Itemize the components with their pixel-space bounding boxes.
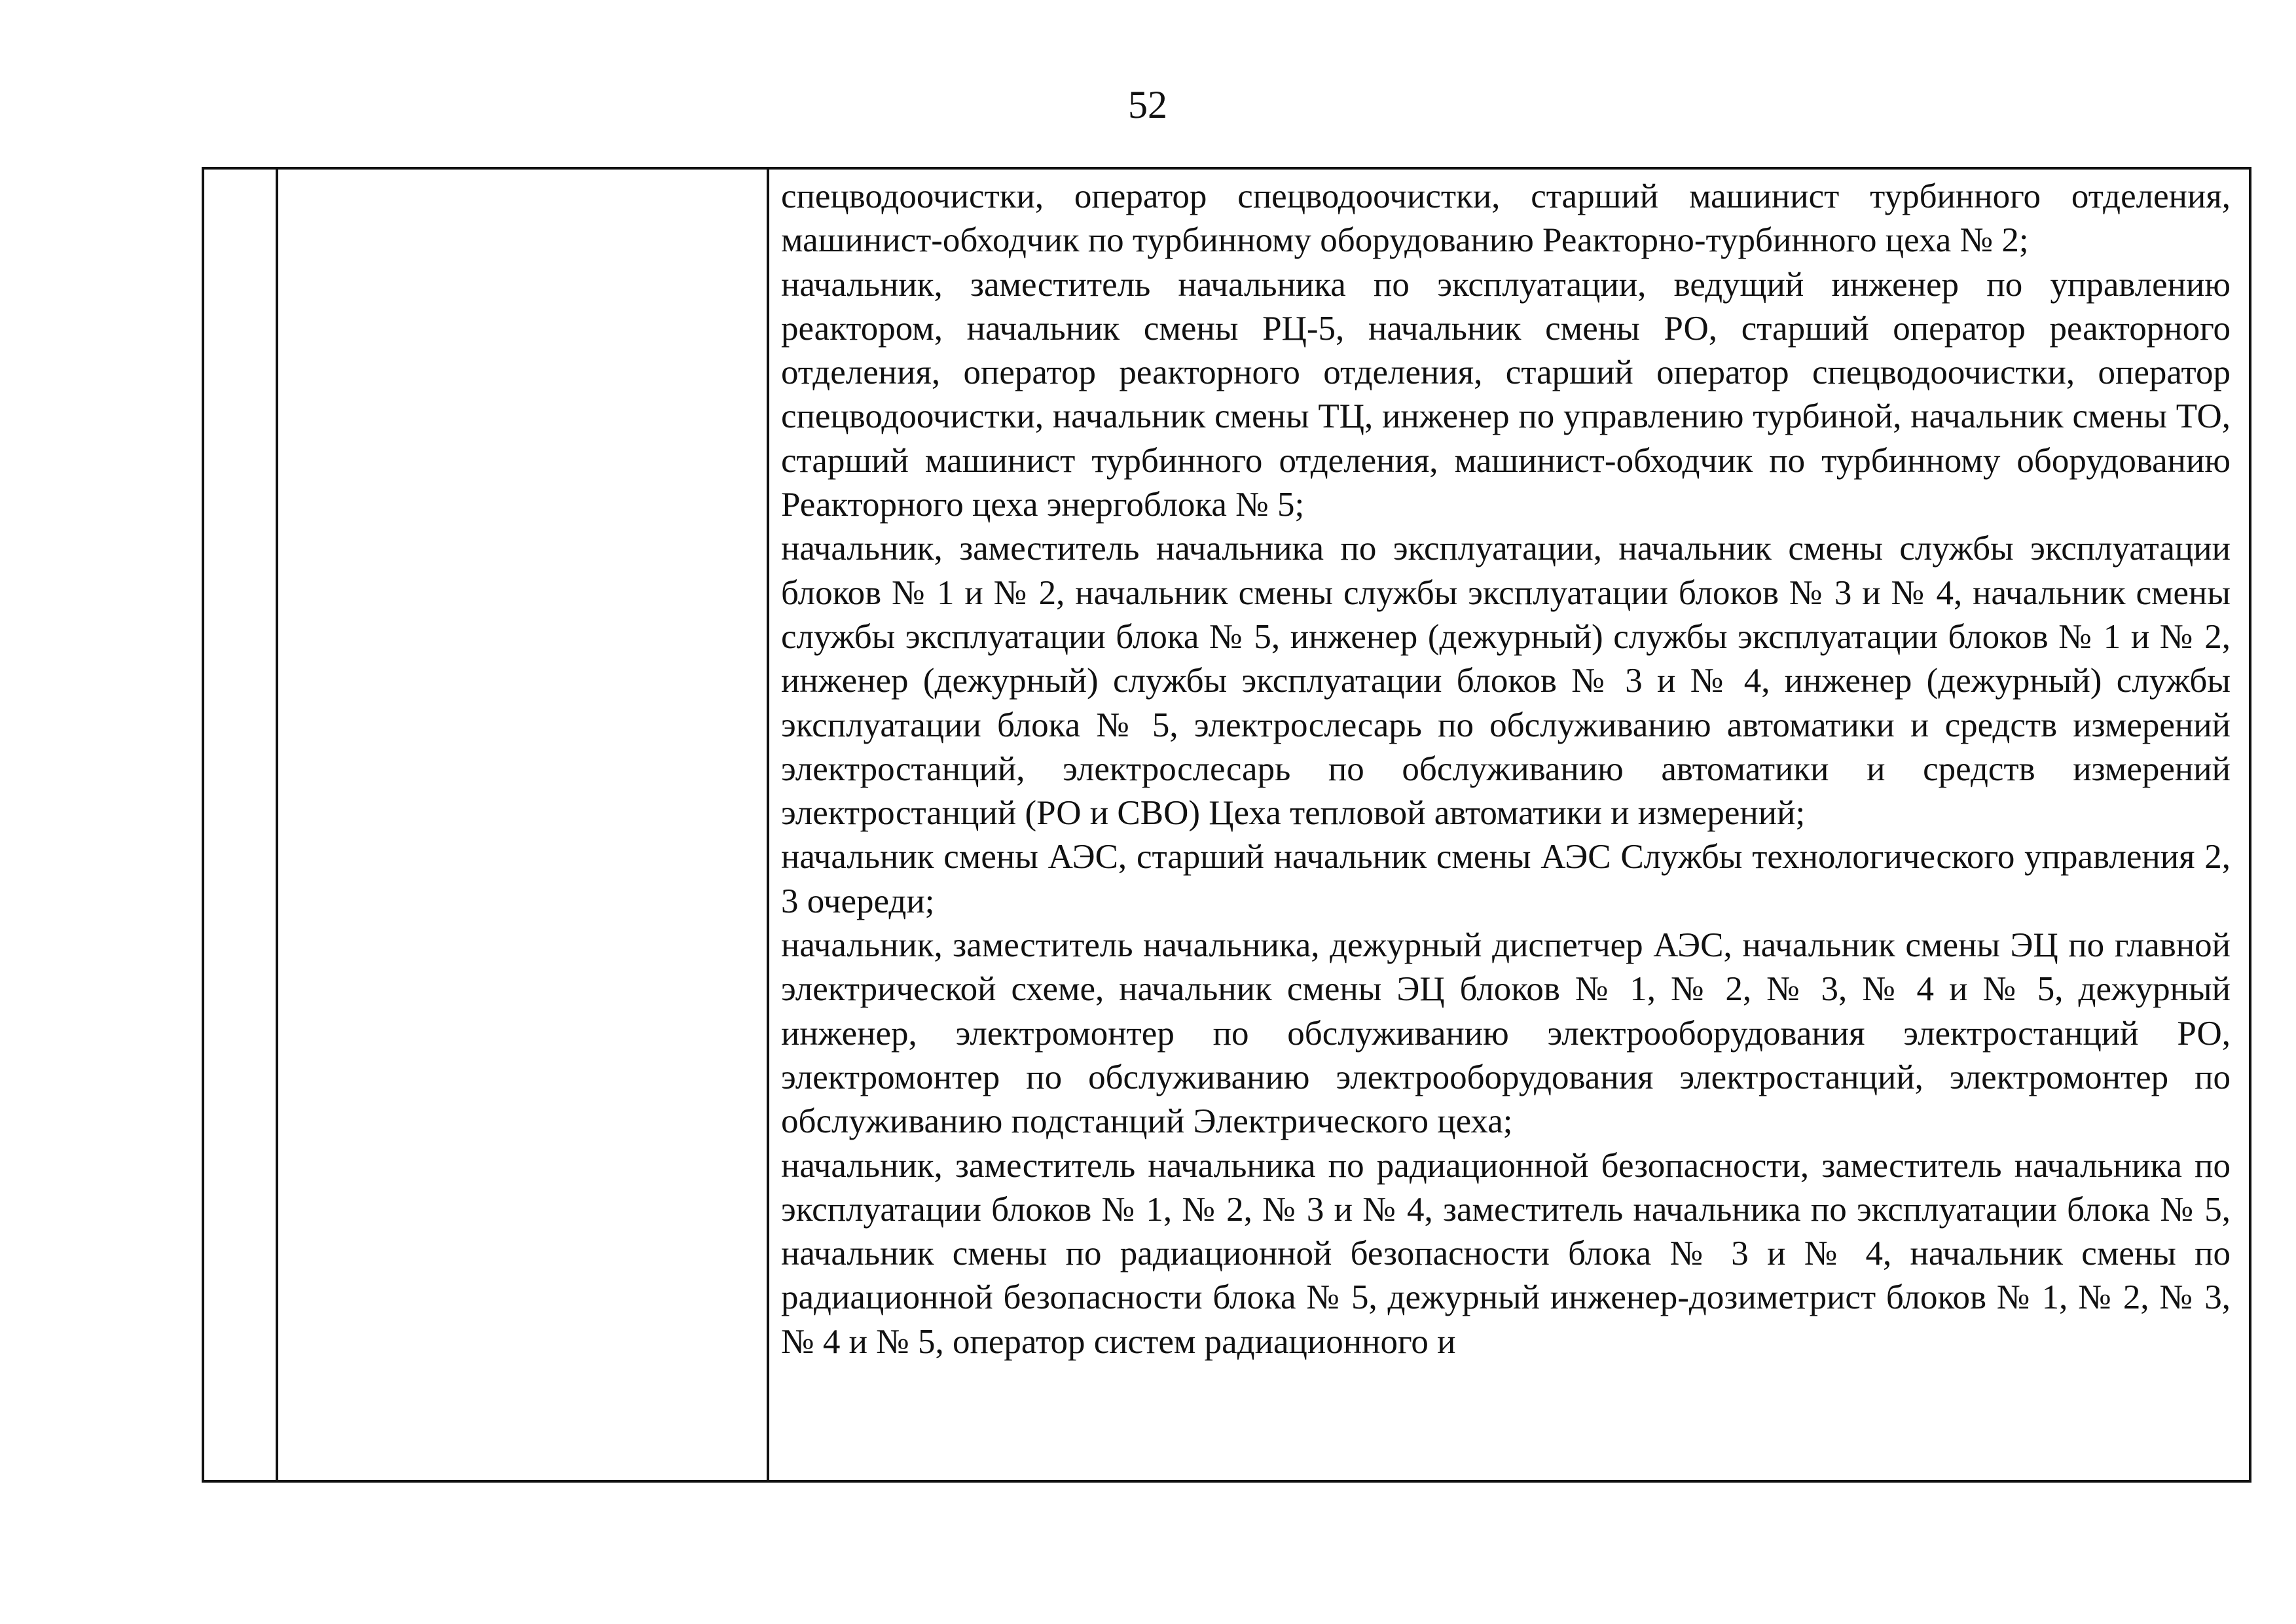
positions-paragraph: спецводоочистки, оператор спецводоочистки, старший машинист турбинного отделения, машинист-обходчик по турбинному оборудованию Реакторно-турбинного цеха № 2; — [781, 177, 2231, 260]
table-column-index — [204, 170, 278, 1480]
positions-paragraph: начальник смены АЭС, старший начальник смены АЭС Службы технологического управления 2, 3 очереди; — [781, 838, 2231, 920]
positions-paragraph: начальник, заместитель начальника по эксплуатации, начальник смены службы эксплуатации блоков № 1 и № 2, начальник смены службы эксплуатации блоков № 3 и № 4, начальник смены службы эксплуатации блока № 5, инженер (дежурный) службы эксплуатации блоков № 1 и № 2, инженер (дежурный) службы эксплуатации блоков № 3 и № 4, инженер (дежурный) службы эксплуатации блока № 5, электрослесарь по обслуживанию автоматики и средств измерений электростанций, электрослесарь по обслуживанию автоматики и средств измерений электростанций (РО и СВО) Цеха тепловой автоматики и измерений; — [781, 530, 2231, 833]
table-column-name — [278, 170, 769, 1480]
positions-paragraph: начальник, заместитель начальника по эксплуатации, ведущий инженер по управлению реактором, начальник смены РЦ-5, начальник смены РО, старший оператор реакторного отделения, оператор реакторного отделения, старший оператор спецводоочистки, оператор спецводоочистки, начальник смены ТЦ, инженер по управлению турбиной, начальник смены ТО, старший машинист турбинного отделения, машинист-обходчик по турбинному оборудованию Реакторного цеха энергоблока № 5; — [781, 265, 2231, 524]
table-column-positions — [769, 170, 2249, 1480]
document-table — [202, 167, 2251, 1483]
page-number: 52 — [1128, 83, 1167, 126]
positions-paragraph: начальник, заместитель начальника, дежурный диспетчер АЭС, начальник смены ЭЦ по главной электрической схеме, начальник смены ЭЦ блоков № 1, № 2, № 3, № 4 и № 5, дежурный инженер, электромонтер по обслуживанию электрооборудования электростанций РО, электромонтер по обслуживанию электрооборудования электростанций, электромонтер по обслуживанию подстанций Электрического цеха; — [781, 926, 2231, 1141]
positions-paragraph: начальник, заместитель начальника по радиационной безопасности, заместитель начальника по эксплуатации блоков № 1, № 2, № 3 и № 4, заместитель начальника по эксплуатации блока № 5, начальник смены по радиационной безопасности блока № 3 и № 4, начальник смены по радиационной безопасности блока № 5, дежурный инженер-дозиметрист блоков № 1, № 2, № 3, № 4 и № 5, оператор систем радиационного и — [781, 1146, 2231, 1361]
